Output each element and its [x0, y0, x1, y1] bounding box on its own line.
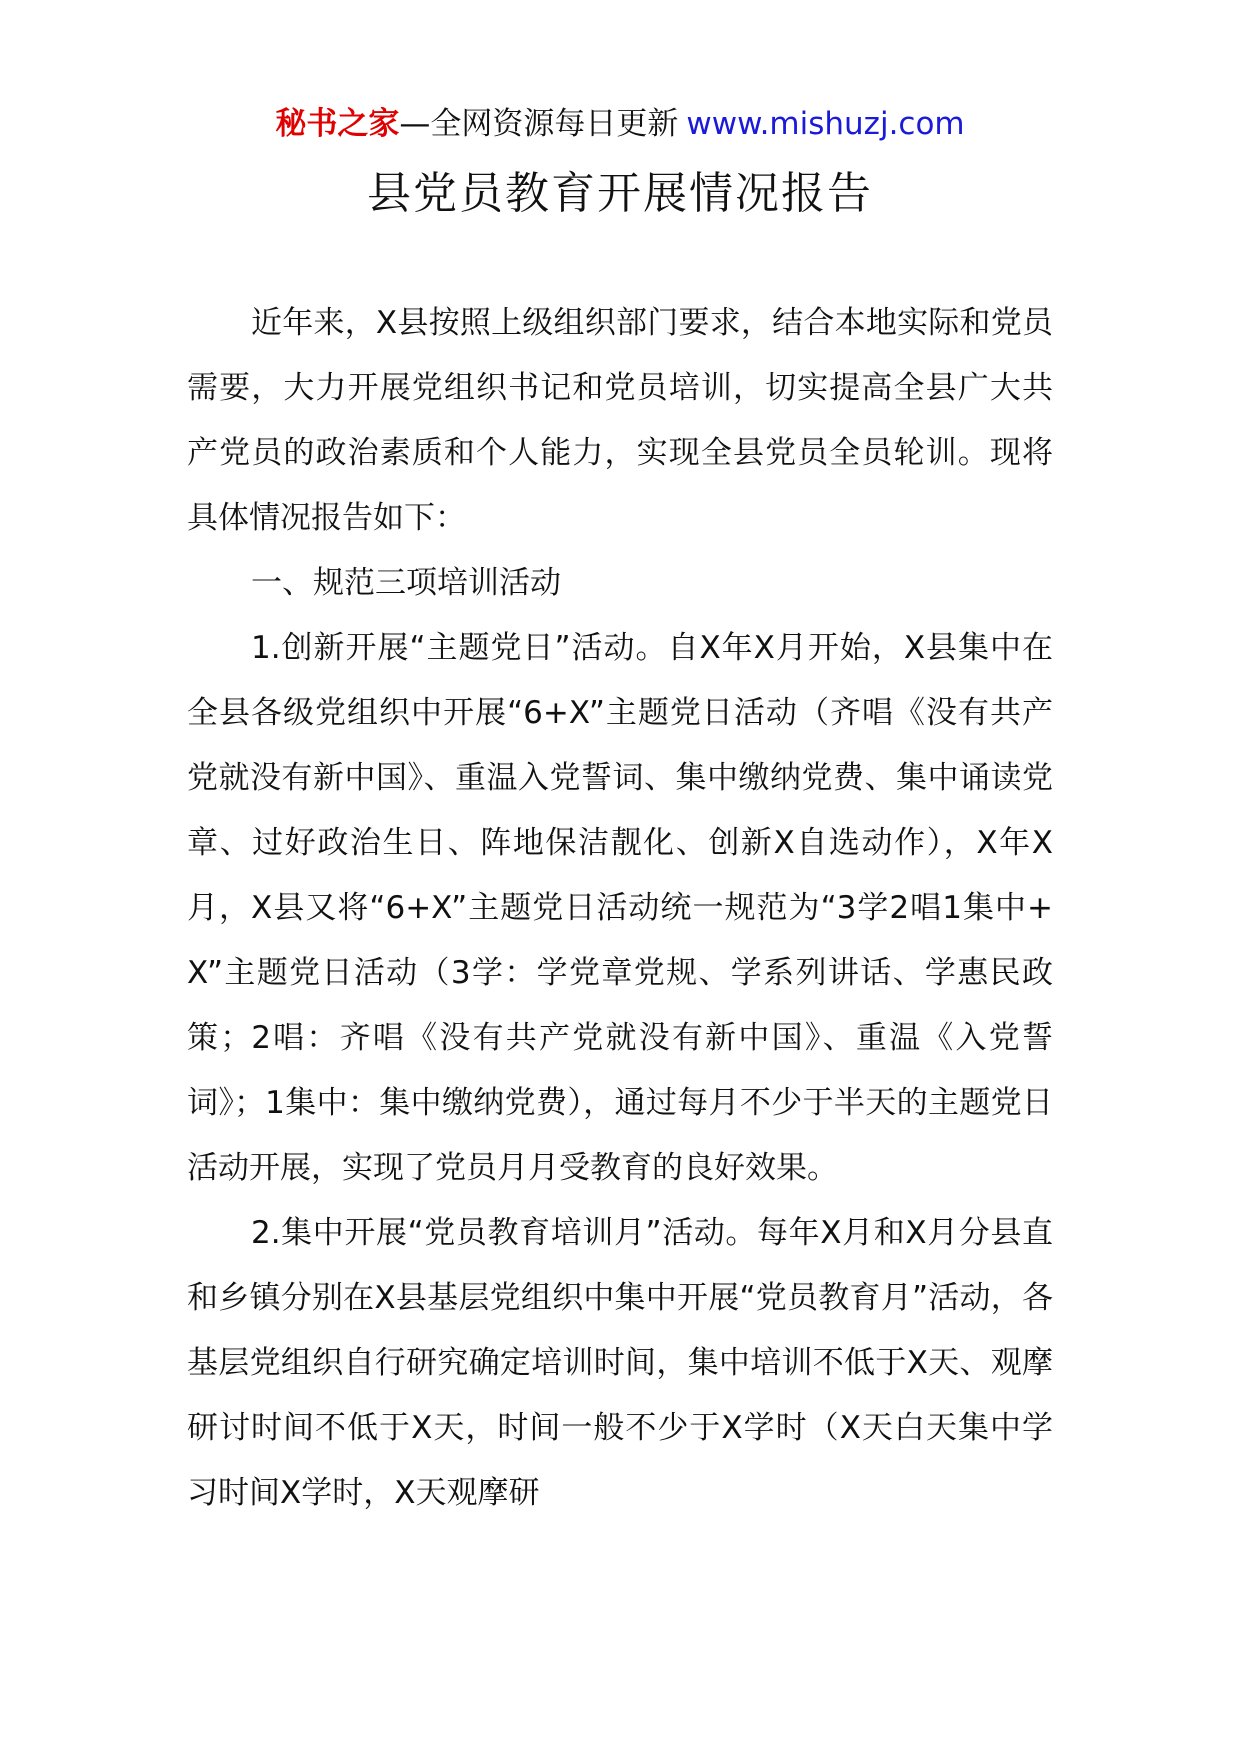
document-title: 县党员教育开展情况报告 — [367, 168, 873, 219]
document-body — [187, 291, 1053, 1526]
site-header — [0, 100, 1240, 148]
brand-name: 秘书之家 — [275, 106, 400, 142]
item-1-paragraph: 1.创新开展“主题党日”活动。自X年X月开始，X县集中在全县各级党组织中开展“6+X”主题党日活动（齐唱《没有共产党就没有新中国》、重温入党誓词、集中缴纳党费、集中诵读党章、过好政治生日、阵地保洁靓化、创新X自选动作），X年X月，X县又将“6+X”主题党日活动统一规范为“3学2唱1集中+X”主题党日活动（3学：学党章党规、学系列讲话、学惠民政策；2唱：齐唱《没有共产党就没有新中国》、重温《入党誓词》；1集中：集中缴纳党费），通过每月不少于半天的主题党日活动开展，实现了党员月月受教育的良好效果。 — [187, 630, 1053, 1186]
intro-paragraph: 近年来，X县按照上级组织部门要求，结合本地实际和党员需要，大力开展党组织书记和党员培训，切实提高全县广大共产党员的政治素质和个人能力，实现全县党员全员轮训。现将具体情况报告如下： — [187, 305, 1053, 536]
section-heading: 一、规范三项培训活动 — [251, 565, 561, 601]
item-2-paragraph: 2.集中开展“党员教育培训月”活动。每年X月和X月分县直和乡镇分别在X县基层党组织中集中开展“党员教育月”活动，各基层党组织自行研究确定培训时间，集中培训不低于X天、观摩研讨时间不低于X天，时间一般不少于X学时（X天白天集中学习时间X学时，X天观摩研 — [187, 1215, 1053, 1511]
site-url-link[interactable]: www.mishuzj.com — [686, 106, 965, 142]
header-slogan: —全网资源每日更新 — [399, 106, 679, 142]
